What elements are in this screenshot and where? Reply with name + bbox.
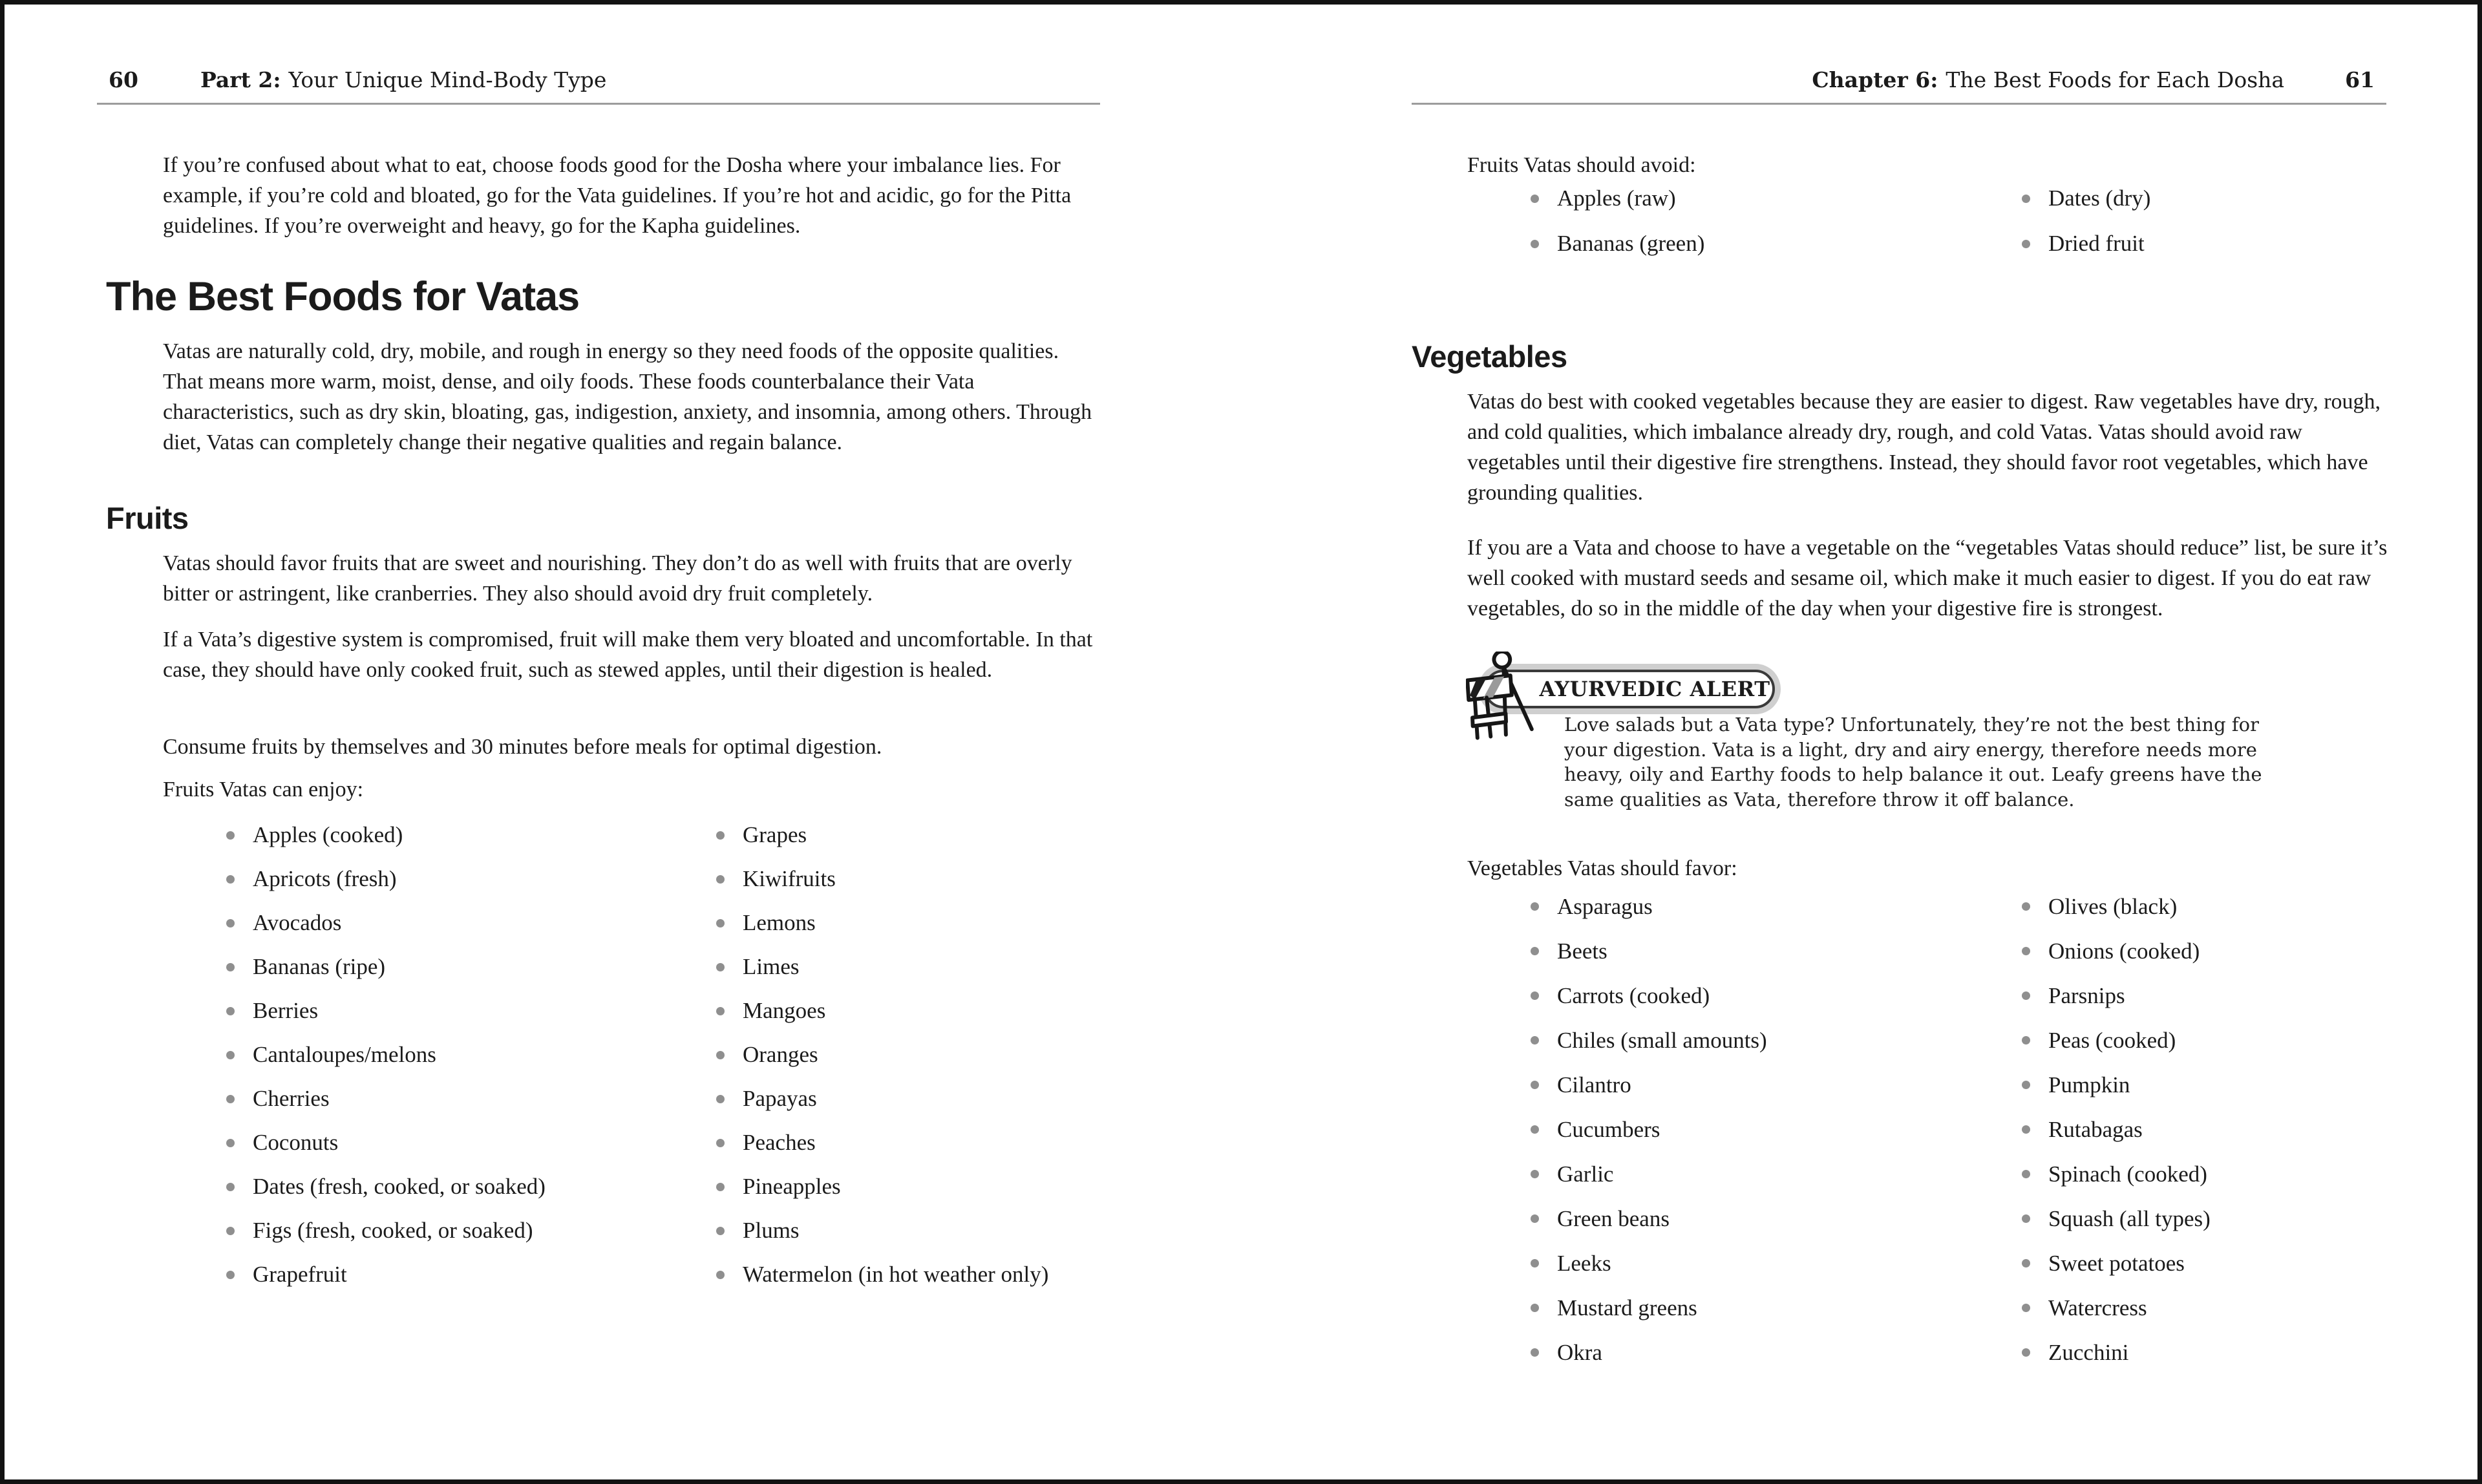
list-item: Asparagus — [1531, 884, 1996, 929]
vegetables-favor-label: Vegetables Vatas should favor: — [1467, 856, 1737, 880]
running-head-part: Part 2: — [200, 67, 281, 92]
fruits-paragraph-2: If a Vata’s digestive system is compromised, fruit will make them very bloated and uncomfortable. In that case, they should have only cooked fruit, such as stewed apples, until their digestion is healed. — [163, 628, 1093, 682]
fruits-avoid-list-col1 — [1531, 176, 1983, 266]
list-item: Coconuts — [226, 1121, 705, 1165]
fruits-enjoy-label: Fruits Vatas can enjoy: — [163, 778, 364, 801]
list-item: Beets — [1531, 929, 1996, 973]
list-item: Dates (dry) — [2022, 176, 2384, 221]
list-item: Sweet potatoes — [2022, 1241, 2390, 1286]
list-item: Okra — [1531, 1330, 1996, 1375]
section-title-best-foods: The Best Foods for Vatas — [106, 274, 580, 319]
list-item: Watermelon (in hot weather only) — [716, 1253, 1117, 1297]
barricade-icon — [1466, 652, 1536, 747]
list-item: Cucumbers — [1531, 1107, 1996, 1152]
heading-fruits: Fruits — [106, 501, 189, 535]
fruits-enjoy-list-col1 — [226, 813, 705, 1297]
list-item: Green beans — [1531, 1196, 1996, 1241]
list-item: Limes — [716, 945, 1117, 989]
list-item: Zucchini — [2022, 1330, 2390, 1375]
fruits-paragraph-1: Vatas should favor fruits that are sweet and nourishing. They don’t do as well with fruits that are overly bitter or astringent, like cranberries. They also should avoid dry fruit completely. — [163, 551, 1072, 606]
list-item: Kiwifruits — [716, 857, 1117, 901]
running-head-title: The Best Foods for Each Dosha — [1946, 67, 2285, 92]
alert-body-text: Love salads but a Vata type? Unfortunately, they’re not the best thing for your digestion. Vata is a light, dry and airy energy, therefore needs more heavy, oily and Earthy foods to help balance it out. Leafy greens have the same qualities as Vata, therefore throw it off balance. — [1564, 714, 2262, 811]
list-item: Peaches — [716, 1121, 1117, 1165]
list-item: Apples (raw) — [1531, 176, 1983, 221]
fruits-avoid-list-col2 — [2022, 176, 2384, 266]
list-item: Plums — [716, 1209, 1117, 1253]
list-item: Spinach (cooked) — [2022, 1152, 2390, 1196]
list-item: Bananas (green) — [1531, 221, 1983, 266]
vegetables-paragraph-1: Vatas do best with cooked vegetables because they are easier to digest. Raw vegetables have dry, rough, and cold qualities, which imbalance already dry, rough, and cold Vatas. Vatas should avoid raw vegetables until their digestive fire strengthens. Instead, they should favor root vegetables, which have grounding qualities. — [1467, 390, 2381, 505]
list-item: Rutabagas — [2022, 1107, 2390, 1152]
intro-paragraph: If you’re confused about what to eat, choose foods good for the Dosha where your imbalance lies. For example, if you’re cold and bloated, go for the Vata guidelines. If you’re hot and acidic, go for the Pitta guidelines. If you’re overweight and heavy, go for the Kapha guidelines. — [163, 153, 1072, 238]
list-item: Cherries — [226, 1077, 705, 1121]
vegetables-paragraph-2: If you are a Vata and choose to have a vegetable on the “vegetables Vatas should reduce” list, be sure it’s well cooked with mustard seeds and sesame oil, which make it much easier to digest. If you do eat raw vegetables, do so in the middle of the day when your digestive fire is strongest. — [1467, 536, 2388, 620]
running-head-left — [97, 67, 1100, 105]
list-item: Figs (fresh, cooked, or soaked) — [226, 1209, 705, 1253]
list-item: Pumpkin — [2022, 1063, 2390, 1107]
list-item: Grapes — [716, 813, 1117, 857]
list-item: Dates (fresh, cooked, or soaked) — [226, 1165, 705, 1209]
running-head-right — [1412, 67, 2386, 105]
list-item: Peas (cooked) — [2022, 1018, 2390, 1063]
running-head-title: Your Unique Mind-Body Type — [288, 67, 607, 92]
list-item: Bananas (ripe) — [226, 945, 705, 989]
list-item: Leeks — [1531, 1241, 1996, 1286]
list-item: Olives (black) — [2022, 884, 2390, 929]
list-item: Apricots (fresh) — [226, 857, 705, 901]
list-item: Garlic — [1531, 1152, 1996, 1196]
list-item: Mangoes — [716, 989, 1117, 1033]
list-item: Avocados — [226, 901, 705, 945]
heading-vegetables: Vegetables — [1412, 339, 1567, 374]
list-item: Carrots (cooked) — [1531, 973, 1996, 1018]
list-item: Cantaloupes/melons — [226, 1033, 705, 1077]
list-item: Berries — [226, 989, 705, 1033]
running-head-chapter: Chapter 6: — [1812, 67, 1938, 92]
list-item: Lemons — [716, 901, 1117, 945]
list-item: Watercress — [2022, 1286, 2390, 1330]
list-item: Oranges — [716, 1033, 1117, 1077]
list-item: Dried fruit — [2022, 221, 2384, 266]
vegetables-favor-list-col1 — [1531, 884, 1996, 1375]
vegetables-favor-list-col2 — [2022, 884, 2390, 1375]
section-intro-paragraph: Vatas are naturally cold, dry, mobile, and rough in energy so they need foods of the opposite qualities. That means more warm, moist, dense, and oily foods. These foods counterbalance their Vata characteristics, such as dry skin, bloating, gas, indigestion, anxiety, and insomnia, among others. Through diet, Vatas can completely change their negative qualities and regain balance. — [163, 339, 1092, 454]
list-item: Cilantro — [1531, 1063, 1996, 1107]
page-number: 61 — [2345, 67, 2375, 92]
list-item: Mustard greens — [1531, 1286, 1996, 1330]
list-item: Parsnips — [2022, 973, 2390, 1018]
list-item: Onions (cooked) — [2022, 929, 2390, 973]
page-number: 60 — [109, 67, 138, 92]
list-item: Squash (all types) — [2022, 1196, 2390, 1241]
list-item: Chiles (small amounts) — [1531, 1018, 1996, 1063]
alert-title: AYURVEDIC ALERT — [1539, 677, 1770, 701]
fruits-paragraph-3: Consume fruits by themselves and 30 minutes before meals for optimal digestion. — [163, 735, 882, 759]
fruits-enjoy-list-col2 — [716, 813, 1117, 1297]
list-item: Pineapples — [716, 1165, 1117, 1209]
list-item: Apples (cooked) — [226, 813, 705, 857]
fruits-avoid-label: Fruits Vatas should avoid: — [1467, 153, 1696, 177]
list-item: Papayas — [716, 1077, 1117, 1121]
list-item: Grapefruit — [226, 1253, 705, 1297]
